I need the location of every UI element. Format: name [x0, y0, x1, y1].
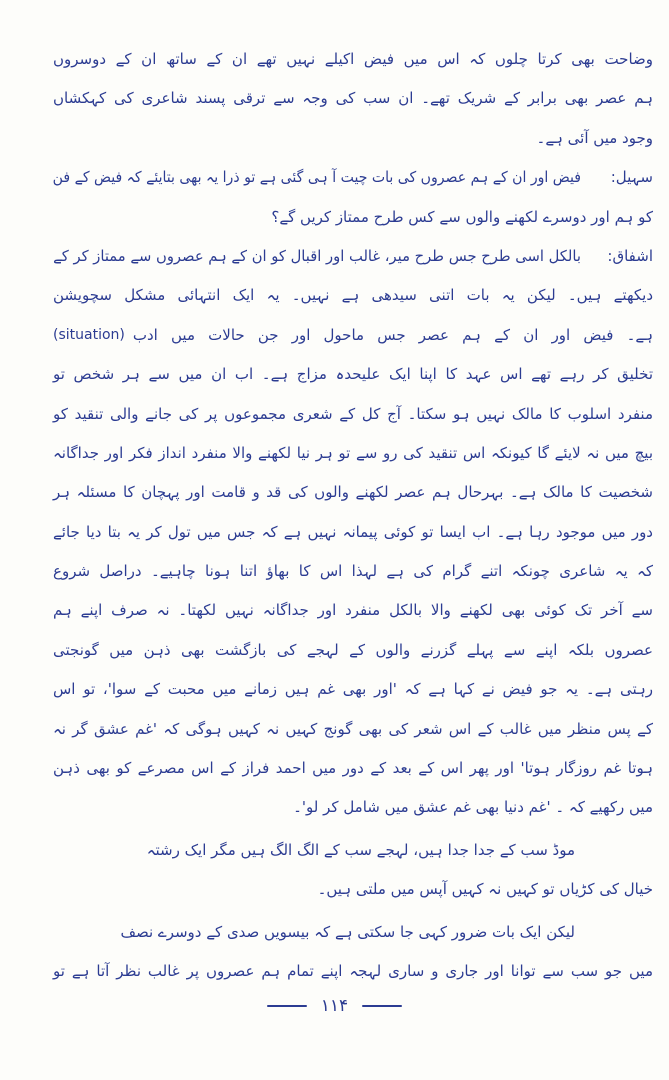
answer-line: ہوتا غم روزگار ہوتا' اور پھر اس کے بعد کے دور میں احمد فراز کے اس مصرعے کو بھی ذہن — [53, 759, 653, 778]
answer-line: بالکل اسی طرح جس طرح میر، غالب اور اقبال کو ان کے ہم عصروں سے ممتاز کر کے — [53, 246, 581, 265]
answer-line: تخلیق کر رہے تھے اس عہد کا اپنا ایک علیحدہ مزاج ہے۔ اب ان میں سے ہر شخص تو — [53, 365, 653, 384]
answer-line: شخصیت کا مالک ہے۔ بہرحال ہم عصر لکھنے والوں کی قد و قامت اور پہچان کا مسئلہ ہر — [53, 483, 653, 502]
speaker-label-ashfaq: اشفاق: — [607, 246, 653, 265]
answer-line: دور میں موجود رہا ہے۔ اب ایسا تو کوئی پیمانہ نہیں ہے کہ جس میں تول کر یہ بتا دیا جائے — [53, 522, 653, 541]
paragraph-line: خیال کی کڑیاں تو کہیں نہ کہیں آپس میں ملتی ہیں۔ — [317, 880, 653, 899]
page-footer — [0, 994, 669, 1018]
paragraph-line: موڈ سب کے جدا جدا ہیں، لہجے سب کے الگ الگ ہیں مگر ایک رشتہ — [146, 840, 575, 859]
paragraph-line: وجود میں آئی ہے۔ — [536, 128, 653, 147]
paragraph-line: میں جو سب سے توانا اور جاری و ساری لہجہ اپنے تمام ہم عصروں پر غالب نظر آتا ہے تو — [53, 961, 653, 980]
answer-line: سے آخر تک کوئی بھی لکھنے والا بالکل منفرد اور جداگانہ نہیں لکھتا۔ نہ صرف اپنے ہم — [53, 601, 653, 620]
answer-line: میں رکھیے کہ ۔ 'غم دنیا بھی غم عشق میں شامل کر لو'۔ — [293, 798, 653, 817]
answer-line: کے پس منظر میں غالب کے اس شعر کی بھی گونج کہیں نہ کہیں ہوگی کہ 'غم عشق گر نہ — [53, 719, 653, 738]
paragraph-line: لیکن ایک بات ضرور کہی جا سکتی ہے کہ بیسویں صدی کے دوسرے نصف — [120, 922, 575, 941]
answer-line: دیکھتے ہیں۔ لیکن یہ بات اتنی سیدھی ہے نہیں۔ یہ ایک انتہائی مشکل سچویشن — [53, 286, 654, 305]
answer-line: منفرد اسلوب کا مالک نہیں ہو سکتا۔ آج کل کے شعری مجموعوں پر کی جانے والی تنقید کو — [53, 404, 653, 423]
question-line: کو ہم اور دوسرے لکھنے والوں سے کس طرح ممتاز کریں گے؟ — [271, 207, 653, 226]
answer-line: بیچ میں نہ لایئے گا کیونکہ اس تنقید کی رو سے تو ہر نیا لکھنے والا منفرد انداز فکر اور جداگانہ — [53, 443, 653, 462]
answer-line: عصروں بلکہ اپنے سے پہلے گزرنے والوں کے لہجے کی بازگشت بھی ذہن میں گونجتی — [53, 640, 653, 659]
speaker-label-sohail: سہیل: — [610, 168, 653, 187]
question-line: فیض اور ان کے ہم عصروں کی بات چیت آ ہی گئی ہے تو ذرا یہ بھی بتایئے کہ فیض کے فن — [52, 168, 582, 187]
page-number: ۱۱۴ — [320, 996, 349, 1016]
footer-rule-left — [267, 1005, 307, 1007]
answer-line-with-latin-gloss — [53, 316, 653, 355]
answer-line: رہتی ہے۔ یہ جو فیض نے کہا ہے کہ 'اور بھی غم ہیں زمانے میں محبت کے سوا'، تو اس — [53, 680, 653, 699]
answer-line: کہ یہ شاعری چونکہ اتنے گرام کی ہے لہذا اس کا بھاؤ اتنا ہونا چاہیے۔ دراصل شروع — [53, 562, 653, 581]
answer-row — [53, 237, 653, 276]
paragraph-line: ہم عصر بھی برابر کے شریک تھے۔ ان سب کی وجہ سے ترقی پسند شاعری کی کہکشاں — [53, 89, 653, 108]
footer-rule-right — [362, 1005, 402, 1007]
paragraph-line: وضاحت بھی کرتا چلوں کہ اس میں فیض اکیلے نہیں تھے ان کے ساتھ ان کے دوسروں — [53, 50, 653, 68]
text-block — [53, 40, 653, 991]
question-row — [53, 158, 653, 197]
answer-line: ہے۔ فیض اور ان کے ہم عصر جس ماحول اور جن حالات میں ادب — [132, 325, 653, 344]
situation-term: (situation) — [53, 326, 125, 343]
